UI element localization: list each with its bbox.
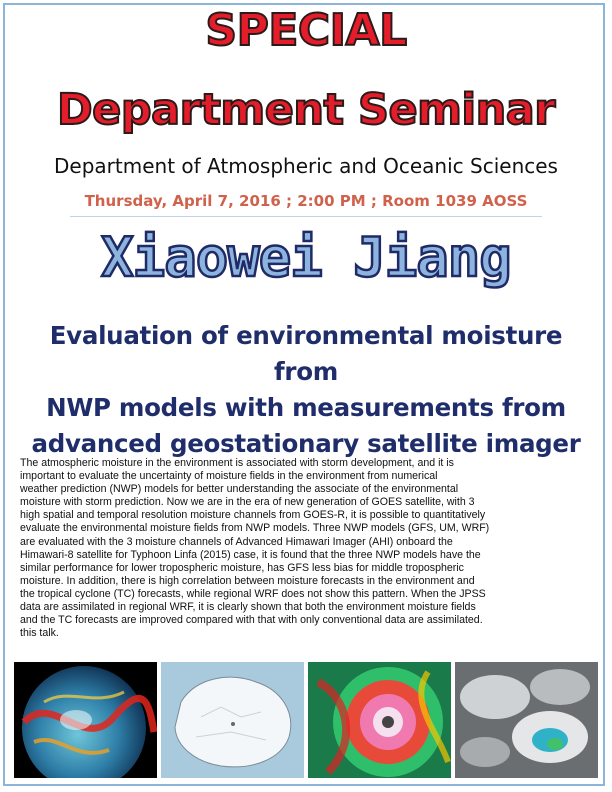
talk-title-line: NWP models with measurements from xyxy=(46,393,566,422)
typhoon-radar-image xyxy=(308,662,451,778)
abstract-line: this talk. xyxy=(20,627,59,640)
special-heading: SPECIAL xyxy=(205,5,407,56)
abstract-line: weather prediction (NWP) models for better understanding the associate of the environmental xyxy=(20,483,459,496)
antarctica-map-image xyxy=(161,662,304,778)
globe-jet-stream-image xyxy=(14,662,157,778)
event-datetime-location: Thursday, April 7, 2016 ; 2:00 PM ; Room 1039 AOSS xyxy=(84,192,528,210)
talk-title xyxy=(14,318,598,462)
abstract-line: high spatial and temporal resolution moisture channels from GOES-R, it is possible to quantitatively xyxy=(20,509,486,522)
abstract-line: and the TC forecasts are improved compared with that with only conventional data are assimilated. xyxy=(20,614,483,627)
abstract-line: evaluate the environmental moisture fields from NWP models. Three NWP models (GFS, UM, WRF) xyxy=(20,522,490,535)
abstract-line: data are assimilated in regional WRF, it is clearly shown that both the environment moisture fields xyxy=(20,601,476,614)
speaker-name: Xiaowei Jiang xyxy=(101,226,511,289)
cloud-satellite-image xyxy=(455,662,598,778)
abstract-line: similar performance for lower tropospheric moisture, has GFS less bias for middle tropospheric xyxy=(20,561,464,574)
talk-title-line: advanced geostationary satellite imager xyxy=(31,429,581,458)
abstract-line: the tropical cyclone (TC) forecasts, while regional WRF does not show this pattern. When the JPSS xyxy=(20,587,486,600)
abstract-line: moisture. In addition, there is high correlation between moisture forecasts in the environment and xyxy=(20,574,475,587)
image-strip xyxy=(14,662,598,778)
abstract-line: moisture with storm prediction. Now we are in the era of new generation of GOES satellite, with 3 xyxy=(20,496,475,509)
abstract-line: The atmospheric moisture in the environment is associated with storm development, and it is xyxy=(20,457,454,469)
abstract-line: are evaluated with the 3 moisture channels of Advanced Himawari Imager (AHI) onboard the xyxy=(20,535,453,548)
abstract xyxy=(20,457,598,640)
abstract-line: Himawari-8 satellite for Typhoon Linfa (2015) case, it is found that the three NWP models have the xyxy=(20,548,481,561)
seminar-heading: Department Seminar xyxy=(56,85,556,135)
abstract-line: important to evaluate the uncertainty of moisture fields in the environment from numerical xyxy=(20,470,438,483)
talk-title-line: Evaluation of environmental moisture from xyxy=(49,321,563,386)
department-name: Department of Atmospheric and Oceanic Sciences xyxy=(54,154,558,178)
divider xyxy=(70,216,542,217)
